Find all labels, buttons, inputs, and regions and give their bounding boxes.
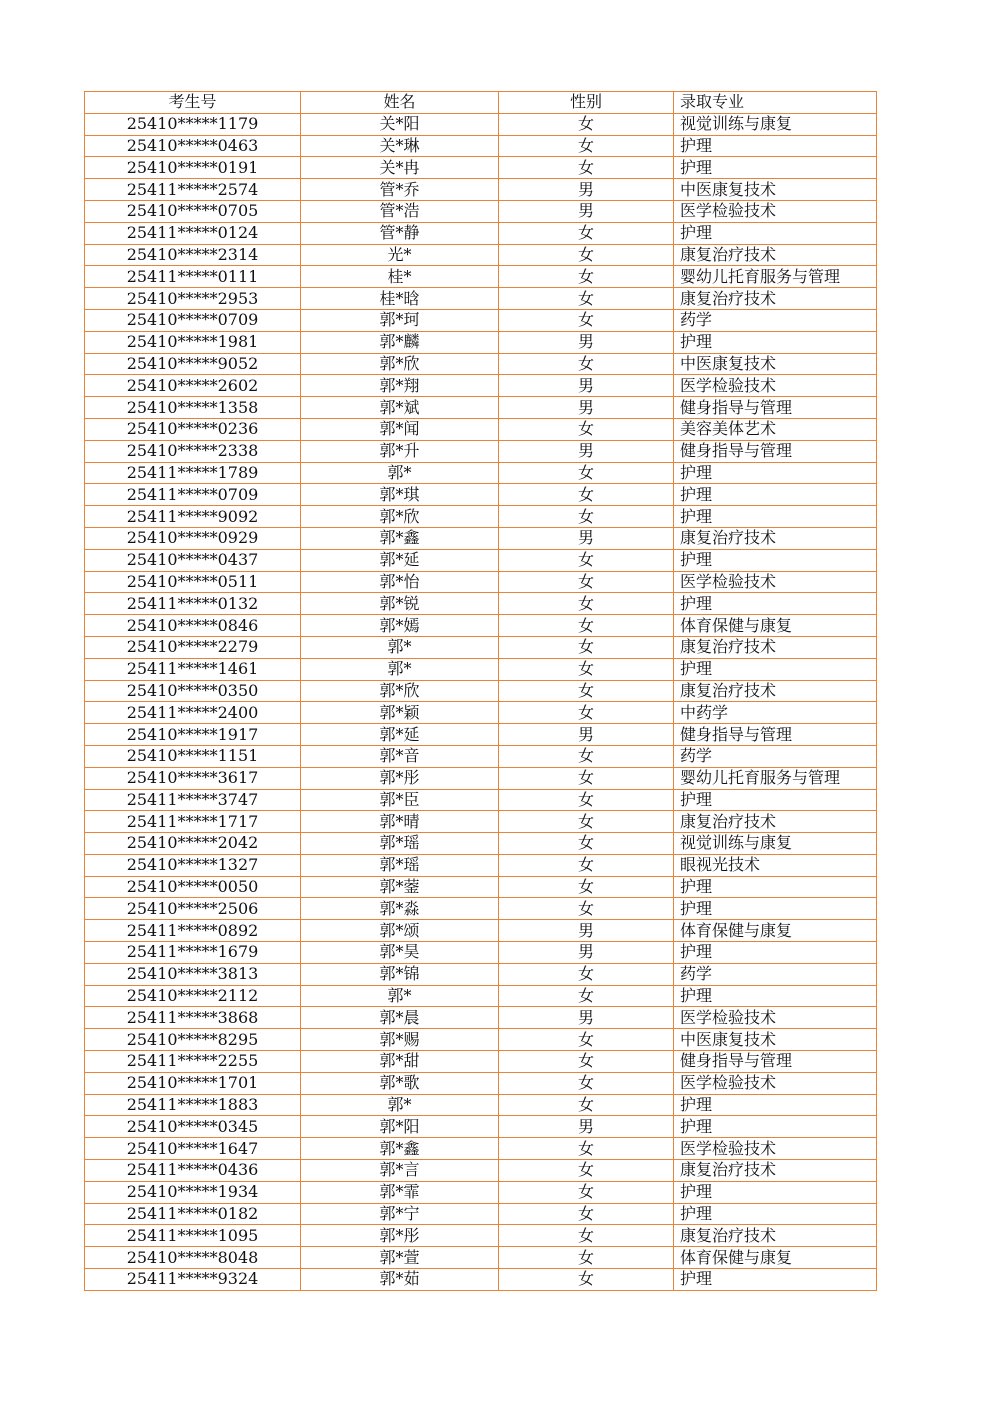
cell-major: 婴幼儿托育服务与管理 [674, 266, 877, 288]
cell-exam-number: 25410*****8295 [85, 1029, 301, 1051]
table-row [85, 876, 877, 898]
cell-major: 护理 [674, 157, 877, 179]
cell-name: 桂*晗 [301, 288, 499, 310]
cell-gender: 男 [499, 527, 674, 549]
table-row [85, 397, 877, 419]
table-row [85, 375, 877, 397]
cell-exam-number: 25410*****2314 [85, 244, 301, 266]
cell-name: 郭*宁 [301, 1203, 499, 1225]
cell-major: 护理 [674, 876, 877, 898]
table-row [85, 1051, 877, 1073]
cell-name: 郭*言 [301, 1160, 499, 1182]
cell-major: 护理 [674, 942, 877, 964]
cell-exam-number: 25410*****0050 [85, 876, 301, 898]
cell-exam-number: 25411*****1095 [85, 1225, 301, 1247]
cell-name: 郭*晴 [301, 811, 499, 833]
cell-gender: 男 [499, 397, 674, 419]
cell-gender: 女 [499, 1225, 674, 1247]
cell-exam-number: 25410*****1917 [85, 724, 301, 746]
cell-name: 郭*升 [301, 440, 499, 462]
cell-name: 郭*欣 [301, 353, 499, 375]
cell-gender: 男 [499, 724, 674, 746]
cell-major: 护理 [674, 1269, 877, 1291]
cell-exam-number: 25410*****1151 [85, 745, 301, 767]
table-row [85, 833, 877, 855]
cell-gender: 女 [499, 244, 674, 266]
table-row [85, 1225, 877, 1247]
cell-gender: 女 [499, 1138, 674, 1160]
cell-name: 郭*彤 [301, 767, 499, 789]
table-row [85, 222, 877, 244]
cell-exam-number: 25411*****2574 [85, 179, 301, 201]
cell-major: 中药学 [674, 702, 877, 724]
admission-table [84, 91, 877, 1291]
table-row [85, 527, 877, 549]
cell-gender: 男 [499, 920, 674, 942]
cell-name: 郭*霏 [301, 1181, 499, 1203]
cell-gender: 女 [499, 113, 674, 135]
cell-gender: 女 [499, 266, 674, 288]
cell-exam-number: 25411*****0182 [85, 1203, 301, 1225]
cell-name: 郭*欣 [301, 680, 499, 702]
cell-name: 郭*锦 [301, 963, 499, 985]
cell-major: 护理 [674, 1203, 877, 1225]
cell-exam-number: 25411*****1717 [85, 811, 301, 833]
cell-name: 郭*欣 [301, 506, 499, 528]
table-row [85, 1116, 877, 1138]
cell-major: 健身指导与管理 [674, 1051, 877, 1073]
cell-gender: 女 [499, 593, 674, 615]
cell-major: 体育保健与康复 [674, 615, 877, 637]
cell-major: 中医康复技术 [674, 1029, 877, 1051]
cell-exam-number: 25410*****9052 [85, 353, 301, 375]
cell-exam-number: 25410*****1647 [85, 1138, 301, 1160]
cell-major: 护理 [674, 1094, 877, 1116]
table-row [85, 658, 877, 680]
cell-major: 药学 [674, 745, 877, 767]
cell-major: 护理 [674, 1116, 877, 1138]
cell-gender: 女 [499, 963, 674, 985]
cell-major: 护理 [674, 658, 877, 680]
cell-gender: 女 [499, 811, 674, 833]
cell-major: 护理 [674, 331, 877, 353]
cell-gender: 女 [499, 462, 674, 484]
table-row [85, 440, 877, 462]
cell-gender: 女 [499, 876, 674, 898]
cell-name: 郭*延 [301, 724, 499, 746]
cell-gender: 女 [499, 898, 674, 920]
cell-name: 郭* [301, 1094, 499, 1116]
table-row [85, 724, 877, 746]
cell-exam-number: 25410*****0191 [85, 157, 301, 179]
cell-exam-number: 25410*****3813 [85, 963, 301, 985]
cell-major: 药学 [674, 309, 877, 331]
cell-major: 护理 [674, 985, 877, 1007]
table-row [85, 331, 877, 353]
cell-exam-number: 25411*****9324 [85, 1269, 301, 1291]
cell-name: 郭*颂 [301, 920, 499, 942]
cell-gender: 女 [499, 789, 674, 811]
table-row [85, 288, 877, 310]
cell-exam-number: 25410*****0345 [85, 1116, 301, 1138]
cell-name: 郭*赐 [301, 1029, 499, 1051]
header-name: 姓名 [301, 92, 499, 114]
cell-name: 郭*阳 [301, 1116, 499, 1138]
cell-exam-number: 25410*****0350 [85, 680, 301, 702]
cell-major: 康复治疗技术 [674, 1160, 877, 1182]
cell-major: 康复治疗技术 [674, 811, 877, 833]
cell-gender: 男 [499, 942, 674, 964]
cell-major: 护理 [674, 484, 877, 506]
cell-major: 中医康复技术 [674, 179, 877, 201]
cell-major: 健身指导与管理 [674, 724, 877, 746]
cell-name: 关*琳 [301, 135, 499, 157]
cell-name: 郭*茹 [301, 1269, 499, 1291]
cell-name: 管*乔 [301, 179, 499, 201]
cell-gender: 女 [499, 1203, 674, 1225]
table-row [85, 920, 877, 942]
cell-name: 郭*延 [301, 549, 499, 571]
table-row [85, 680, 877, 702]
cell-exam-number: 25410*****0929 [85, 527, 301, 549]
table-row [85, 506, 877, 528]
table-row [85, 963, 877, 985]
cell-gender: 女 [499, 702, 674, 724]
table-row [85, 593, 877, 615]
cell-exam-number: 25410*****0846 [85, 615, 301, 637]
cell-name: 郭*昊 [301, 942, 499, 964]
cell-name: 郭*音 [301, 745, 499, 767]
cell-name: 郭* [301, 636, 499, 658]
cell-name: 光* [301, 244, 499, 266]
table-row [85, 898, 877, 920]
cell-name: 郭*蓥 [301, 876, 499, 898]
table-row [85, 179, 877, 201]
cell-gender: 女 [499, 1051, 674, 1073]
cell-major: 康复治疗技术 [674, 244, 877, 266]
cell-exam-number: 25410*****2338 [85, 440, 301, 462]
cell-gender: 女 [499, 353, 674, 375]
cell-exam-number: 25411*****1883 [85, 1094, 301, 1116]
cell-exam-number: 25411*****1679 [85, 942, 301, 964]
cell-name: 郭*晨 [301, 1007, 499, 1029]
cell-name: 桂* [301, 266, 499, 288]
table-row [85, 1094, 877, 1116]
cell-major: 医学检验技术 [674, 1007, 877, 1029]
cell-exam-number: 25411*****0132 [85, 593, 301, 615]
cell-name: 管*浩 [301, 200, 499, 222]
cell-gender: 男 [499, 1007, 674, 1029]
cell-major: 中医康复技术 [674, 353, 877, 375]
cell-major: 药学 [674, 963, 877, 985]
table-row [85, 1138, 877, 1160]
cell-major: 康复治疗技术 [674, 288, 877, 310]
cell-major: 体育保健与康复 [674, 920, 877, 942]
cell-gender: 女 [499, 1269, 674, 1291]
cell-major: 健身指导与管理 [674, 440, 877, 462]
cell-major: 视觉训练与康复 [674, 833, 877, 855]
cell-gender: 女 [499, 833, 674, 855]
table-row [85, 1007, 877, 1029]
cell-name: 郭*鑫 [301, 527, 499, 549]
cell-gender: 女 [499, 288, 674, 310]
cell-exam-number: 25410*****2042 [85, 833, 301, 855]
cell-exam-number: 25410*****2602 [85, 375, 301, 397]
cell-exam-number: 25410*****8048 [85, 1247, 301, 1269]
cell-gender: 女 [499, 135, 674, 157]
table-row [85, 636, 877, 658]
header-major: 录取专业 [674, 92, 877, 114]
cell-major: 康复治疗技术 [674, 527, 877, 549]
cell-major: 美容美体艺术 [674, 418, 877, 440]
table-row [85, 1160, 877, 1182]
table-row [85, 854, 877, 876]
cell-major: 护理 [674, 549, 877, 571]
cell-name: 郭*瑶 [301, 854, 499, 876]
cell-major: 护理 [674, 462, 877, 484]
cell-name: 郭*臣 [301, 789, 499, 811]
table-row [85, 985, 877, 1007]
table-row [85, 549, 877, 571]
cell-gender: 女 [499, 636, 674, 658]
cell-gender: 女 [499, 309, 674, 331]
cell-exam-number: 25410*****2279 [85, 636, 301, 658]
cell-gender: 女 [499, 1029, 674, 1051]
cell-major: 婴幼儿托育服务与管理 [674, 767, 877, 789]
cell-name: 郭* [301, 985, 499, 1007]
cell-exam-number: 25410*****0709 [85, 309, 301, 331]
cell-major: 眼视光技术 [674, 854, 877, 876]
table-row [85, 244, 877, 266]
cell-exam-number: 25410*****1934 [85, 1181, 301, 1203]
cell-major: 医学检验技术 [674, 1138, 877, 1160]
cell-gender: 女 [499, 767, 674, 789]
cell-name: 郭*萱 [301, 1247, 499, 1269]
cell-name: 郭*嫣 [301, 615, 499, 637]
cell-gender: 女 [499, 484, 674, 506]
cell-major: 护理 [674, 135, 877, 157]
cell-name: 郭*琪 [301, 484, 499, 506]
cell-exam-number: 25411*****0124 [85, 222, 301, 244]
table-row [85, 484, 877, 506]
header-exam-number: 考生号 [85, 92, 301, 114]
cell-exam-number: 25410*****0437 [85, 549, 301, 571]
table-row [85, 353, 877, 375]
cell-gender: 女 [499, 506, 674, 528]
cell-exam-number: 25410*****1327 [85, 854, 301, 876]
table-row [85, 266, 877, 288]
cell-gender: 男 [499, 440, 674, 462]
cell-gender: 女 [499, 1094, 674, 1116]
table-row [85, 309, 877, 331]
cell-name: 郭*颖 [301, 702, 499, 724]
cell-name: 关*阳 [301, 113, 499, 135]
table-row [85, 767, 877, 789]
table-row [85, 1269, 877, 1291]
cell-gender: 男 [499, 331, 674, 353]
cell-exam-number: 25410*****2112 [85, 985, 301, 1007]
cell-gender: 女 [499, 1160, 674, 1182]
cell-name: 郭*闻 [301, 418, 499, 440]
cell-name: 郭* [301, 462, 499, 484]
table-row [85, 135, 877, 157]
cell-name: 郭*瑶 [301, 833, 499, 855]
table-row [85, 1072, 877, 1094]
cell-major: 护理 [674, 593, 877, 615]
cell-gender: 女 [499, 615, 674, 637]
cell-name: 郭*麟 [301, 331, 499, 353]
cell-exam-number: 25411*****0892 [85, 920, 301, 942]
table-row [85, 811, 877, 833]
cell-exam-number: 25410*****1701 [85, 1072, 301, 1094]
cell-name: 郭*翔 [301, 375, 499, 397]
cell-gender: 女 [499, 745, 674, 767]
table-row [85, 200, 877, 222]
cell-gender: 男 [499, 200, 674, 222]
cell-name: 关*冉 [301, 157, 499, 179]
cell-name: 郭*淼 [301, 898, 499, 920]
cell-major: 视觉训练与康复 [674, 113, 877, 135]
cell-exam-number: 25411*****9092 [85, 506, 301, 528]
cell-gender: 女 [499, 1181, 674, 1203]
table-row [85, 942, 877, 964]
cell-gender: 男 [499, 179, 674, 201]
cell-name: 郭*歌 [301, 1072, 499, 1094]
cell-gender: 女 [499, 1247, 674, 1269]
cell-exam-number: 25411*****3747 [85, 789, 301, 811]
cell-exam-number: 25411*****1461 [85, 658, 301, 680]
cell-exam-number: 25411*****0111 [85, 266, 301, 288]
cell-exam-number: 25411*****2255 [85, 1051, 301, 1073]
table-body [85, 113, 877, 1290]
cell-major: 护理 [674, 506, 877, 528]
header-gender: 性别 [499, 92, 674, 114]
cell-exam-number: 25411*****3868 [85, 1007, 301, 1029]
table-row [85, 745, 877, 767]
cell-gender: 女 [499, 157, 674, 179]
cell-gender: 女 [499, 985, 674, 1007]
table-row [85, 571, 877, 593]
cell-major: 医学检验技术 [674, 200, 877, 222]
cell-gender: 女 [499, 571, 674, 593]
cell-gender: 女 [499, 549, 674, 571]
cell-major: 医学检验技术 [674, 375, 877, 397]
cell-major: 护理 [674, 898, 877, 920]
cell-gender: 男 [499, 1116, 674, 1138]
cell-exam-number: 25410*****2506 [85, 898, 301, 920]
cell-exam-number: 25411*****1789 [85, 462, 301, 484]
cell-gender: 女 [499, 658, 674, 680]
cell-name: 管*静 [301, 222, 499, 244]
cell-exam-number: 25410*****1358 [85, 397, 301, 419]
table-row [85, 418, 877, 440]
cell-major: 体育保健与康复 [674, 1247, 877, 1269]
cell-name: 郭*锐 [301, 593, 499, 615]
table-row [85, 462, 877, 484]
table-row [85, 1203, 877, 1225]
cell-exam-number: 25411*****2400 [85, 702, 301, 724]
cell-exam-number: 25410*****0236 [85, 418, 301, 440]
cell-gender: 女 [499, 222, 674, 244]
table-row [85, 615, 877, 637]
table-row [85, 1029, 877, 1051]
cell-major: 康复治疗技术 [674, 680, 877, 702]
cell-major: 护理 [674, 222, 877, 244]
cell-exam-number: 25411*****0709 [85, 484, 301, 506]
cell-major: 康复治疗技术 [674, 636, 877, 658]
cell-name: 郭*珂 [301, 309, 499, 331]
cell-major: 康复治疗技术 [674, 1225, 877, 1247]
cell-major: 护理 [674, 789, 877, 811]
cell-gender: 女 [499, 418, 674, 440]
header-row [85, 92, 877, 114]
table-row [85, 157, 877, 179]
cell-gender: 女 [499, 854, 674, 876]
table-row [85, 1181, 877, 1203]
cell-major: 健身指导与管理 [674, 397, 877, 419]
cell-exam-number: 25411*****0436 [85, 1160, 301, 1182]
cell-exam-number: 25410*****0511 [85, 571, 301, 593]
cell-major: 护理 [674, 1181, 877, 1203]
cell-name: 郭* [301, 658, 499, 680]
table-row [85, 702, 877, 724]
cell-exam-number: 25410*****0463 [85, 135, 301, 157]
cell-name: 郭*甜 [301, 1051, 499, 1073]
cell-name: 郭*鑫 [301, 1138, 499, 1160]
cell-exam-number: 25410*****1981 [85, 331, 301, 353]
cell-name: 郭*斌 [301, 397, 499, 419]
cell-name: 郭*怡 [301, 571, 499, 593]
cell-exam-number: 25410*****3617 [85, 767, 301, 789]
cell-exam-number: 25410*****0705 [85, 200, 301, 222]
cell-major: 医学检验技术 [674, 571, 877, 593]
cell-gender: 男 [499, 375, 674, 397]
cell-exam-number: 25410*****1179 [85, 113, 301, 135]
table-row [85, 1247, 877, 1269]
table-row [85, 789, 877, 811]
cell-gender: 女 [499, 680, 674, 702]
table-row [85, 113, 877, 135]
cell-major: 医学检验技术 [674, 1072, 877, 1094]
cell-exam-number: 25410*****2953 [85, 288, 301, 310]
cell-gender: 女 [499, 1072, 674, 1094]
cell-name: 郭*彤 [301, 1225, 499, 1247]
